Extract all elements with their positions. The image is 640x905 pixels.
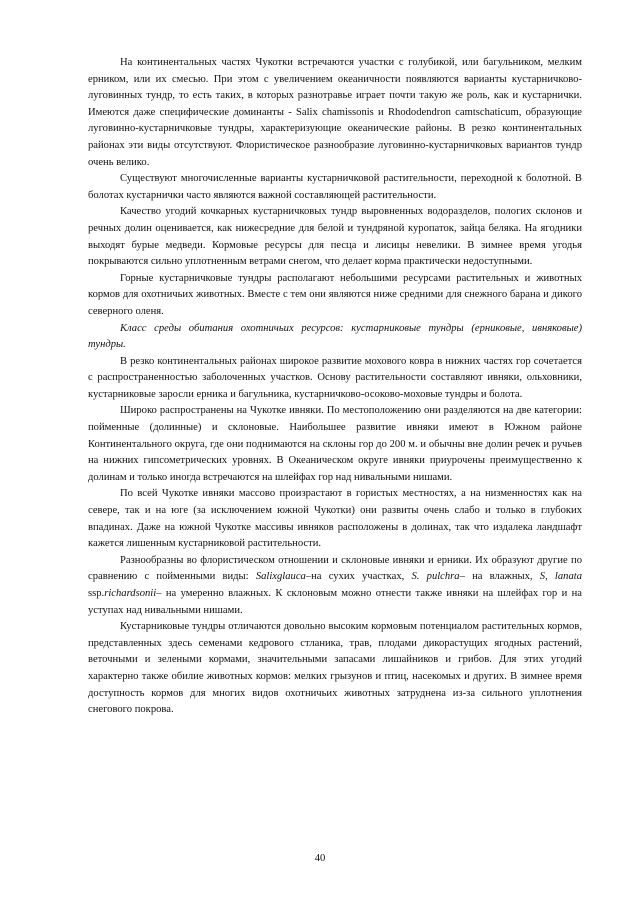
text-run: – на умеренно влажных. К склоновым можно отнести также ивняки на шлейфах гор и на уступах над нивальными нишами. <box>88 588 582 616</box>
species-name: Salixglauca <box>255 571 306 583</box>
species-name: S. pulchra <box>411 571 460 583</box>
text-run: –на сухих участках, <box>305 571 412 583</box>
page-number: 40 <box>314 853 326 864</box>
paragraph: По всей Чукотке ивняки массово произрастают в гористых местностях, а на низменностях как на севере, так и на юге (за исключением южной Чукотки) они развиты очень слабо и только в глубоких впадинах. Даже на южной Чукотке массивы ивняков расположены в долинах, так что издалека ландшафт кажется лишенным кустарниковой растительности. <box>88 488 582 550</box>
species-name: S, lanata <box>539 571 582 583</box>
species-name: richardsonii <box>104 588 157 599</box>
paragraph: Существуют многочисленные варианты кустарничковой растительности, переходной к болотной. В болотах кустарнички часто являются важной составляющей растительности. <box>88 173 582 201</box>
paragraph: Горные кустарничковые тундры располагают небольшими ресурсами растительных и животных кормов для охотничьих животных. Вместе с тем они являются ниже средними для снежного барана и дикого северного оленя. <box>88 272 582 317</box>
document-body <box>88 55 582 719</box>
paragraph: Качество угодий кочкарных кустарничковых тундр выровненных водоразделов, пологих склонов и речных долин оценивается, как нижесредние для белой и тундряной куропаток, зайца беляка. На ягодники выходят бурые медведи. Кормовые ресурсы для песца и лисицы невелики. В зимнее время угодья покрываются сильно уплотненным ветрами снегом, что делает корма практически недоступными. <box>88 206 582 268</box>
habitat-class-heading: Класс среды обитания охотничьих ресурсов: кустарниковые тундры (ерниковые, ивняковые) тундры. <box>88 322 582 351</box>
text-run: ssp. <box>88 588 105 599</box>
paragraph: В резко континентальных районах широкое развитие мохового ковра в нижних частях гор сочетается с распространенностью заболоченных участков. Основу растительности составляют ивняки, ольховники, кустарниковые заросли ерника и багульника, кустарничково-осоково-моховые тундры и болота. <box>88 355 582 400</box>
text-run: – на влажных, <box>459 571 540 583</box>
text-run: Разнообразны во флористическом отношении и склоновые ивняки и ерники. Их образуют другие по сравнению с пойменными виды: <box>88 554 582 583</box>
paragraph: Широко распространены на Чукотке ивняки. По местоположению они разделяются на две категории: пойменные (долинные) и склоновые. Наибольшее развитие ивняки имеют в Южном районе Континентального округа, где они поднимаются на склоны гор до 200 м. и обычны вне долин речек и ручьев на нижних гипсометрических уровнях. В Океаническом округе ивняки приурочены преимущественно к долинам и только иногда встречаются на шлейфах гор над нивальными нишами. <box>88 405 582 483</box>
paragraph: На континентальных частях Чукотки встречаются участки с голубикой, или багульником, мелким ерником, или их смесью. При этом с увеличением океаничности появляются варианты кустарничково-луговинных тундр, то есть таких, в которых разнотравье играет почти такую же роль, как и кустарнички. Имеются даже специфические доминанты - Salix chamissonis и Rhododendron camtschaticum, образующие луговинно-кустарничковые тундры, характеризующие океанические районы. В резко континентальных районах эти виды отсутствуют. Флористическое разнообразие луговинно-кустарничковых вариантов тундр очень велико. <box>88 57 582 168</box>
paragraph-species <box>88 553 582 619</box>
paragraph: Кустарниковые тундры отличаются довольно высоким кормовым потенциалом растительных кормов, представленных здесь семенами кедрового стланика, трав, плодами дикорастущих ягодных растений, веточными и зелеными кормами, значительными запасами лишайников и грибов. Для этих угодий характерно также обилие животных кормов: мелких грызунов и птиц, насекомых и других. В зимнее время доступность кормов для многих видов охотничьих животных затруднена из-за сильного уплотнения снегового покрова. <box>88 621 582 716</box>
